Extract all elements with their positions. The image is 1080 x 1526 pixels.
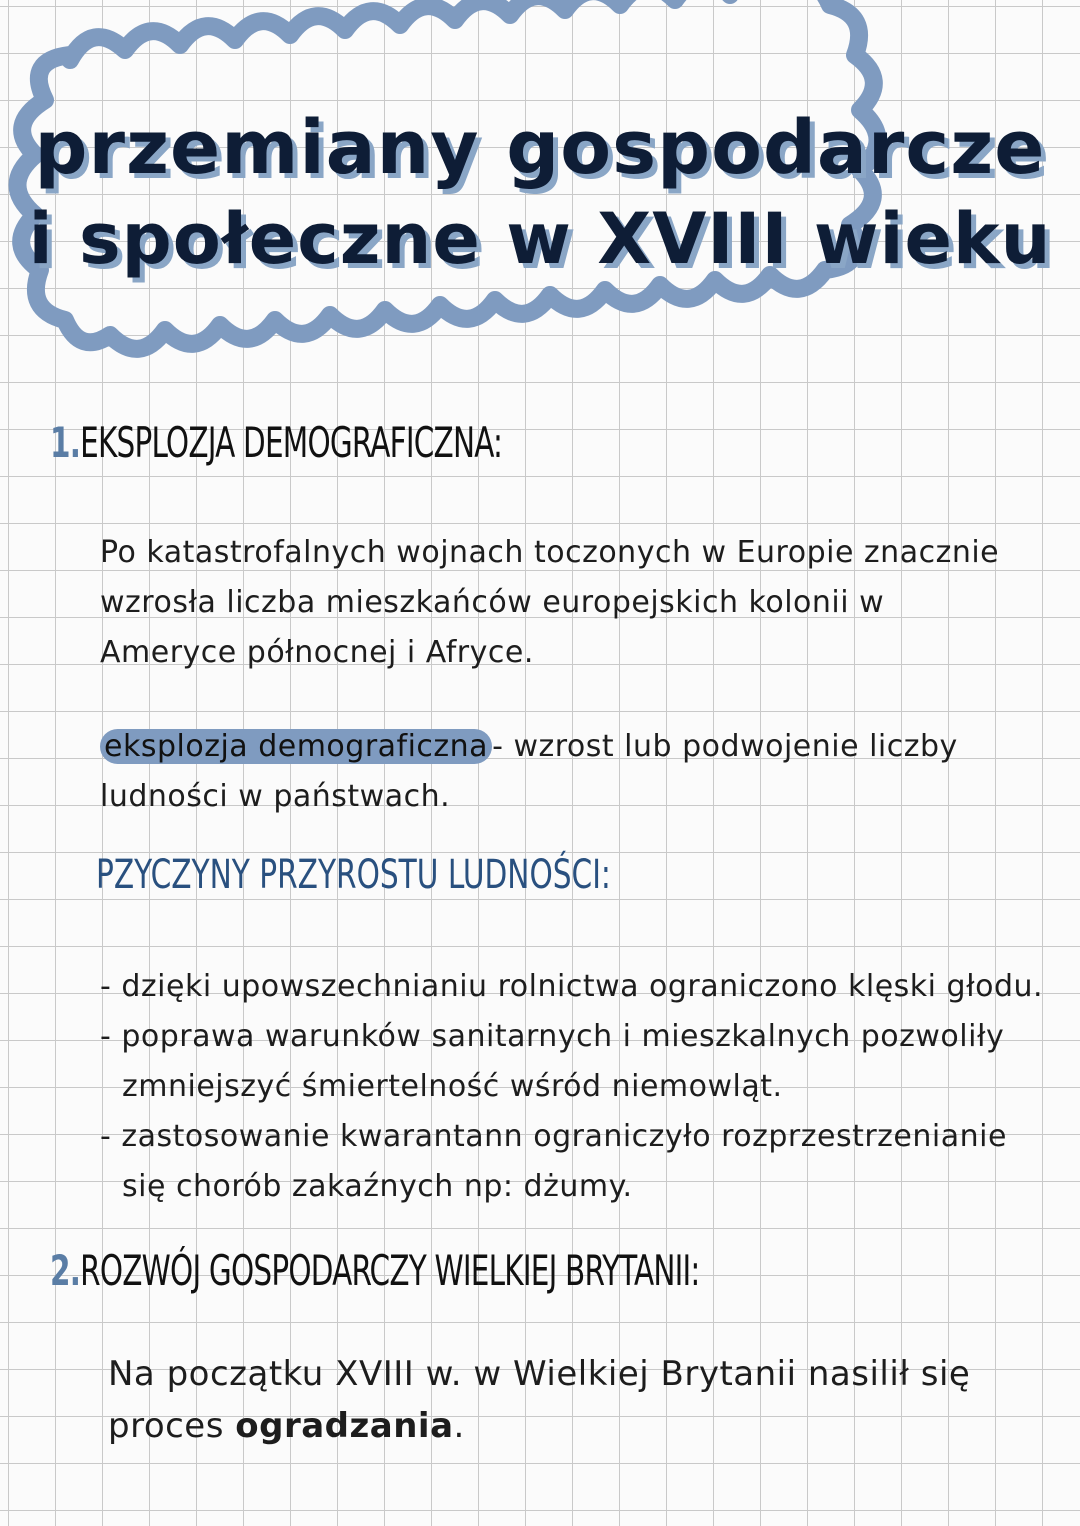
section-2-text: Na początku XVIII w. w Wielkiej Brytanii nasilił się proces (108, 1354, 971, 1446)
list-item: - zastosowanie kwarantann ograniczyło rozprzestrzenianie się chorób zakaźnych np: dżumy. (100, 1119, 1007, 1204)
definition-block (100, 722, 1020, 822)
section-2-number: 2. (50, 1246, 81, 1295)
section-2-bold-term: ogradzania (235, 1406, 454, 1446)
causes-subheading: PZYCZYNY PRZYROSTU LUDNOŚCI: (96, 852, 611, 898)
section-1-number: 1. (50, 418, 81, 467)
section-2-text-end: . (453, 1406, 465, 1446)
page-title-line-2: i społeczne w XVIII wieku (28, 198, 1052, 280)
section-1-heading (50, 418, 502, 467)
list-item: - poprawa warunków sanitarnych i mieszkalnych pozwoliły zmniejszyć śmiertelność wśród niemowląt. (100, 1019, 1005, 1104)
definition-text: - wzrost lub podwojenie liczby ludności w państwach. (100, 729, 958, 814)
title-cloud (0, 0, 1080, 360)
section-2-heading (50, 1246, 700, 1295)
section-2-title: ROZWÓJ GOSPODARCZY WIELKIEJ BRYTANII: (80, 1246, 700, 1295)
causes-list (100, 962, 1060, 1212)
list-item: - dzięki upowszechnianiu rolnictwa ograniczono klęski głodu. (100, 969, 1044, 1004)
page-title-line-1: przemiany gospodarcze (34, 105, 1046, 191)
section-1-title: EKSPLOZJA DEMOGRAFICZNA: (80, 418, 503, 467)
section-1-paragraph: Po katastrofalnych wojnach toczonych w Europie znacznie wzrosła liczba mieszkańców europejskich kolonii w Ameryce północnej i Afryce. (100, 535, 1000, 670)
section-2-paragraph (108, 1348, 1008, 1452)
highlighted-term: eksplozja demograficzna (100, 729, 492, 764)
